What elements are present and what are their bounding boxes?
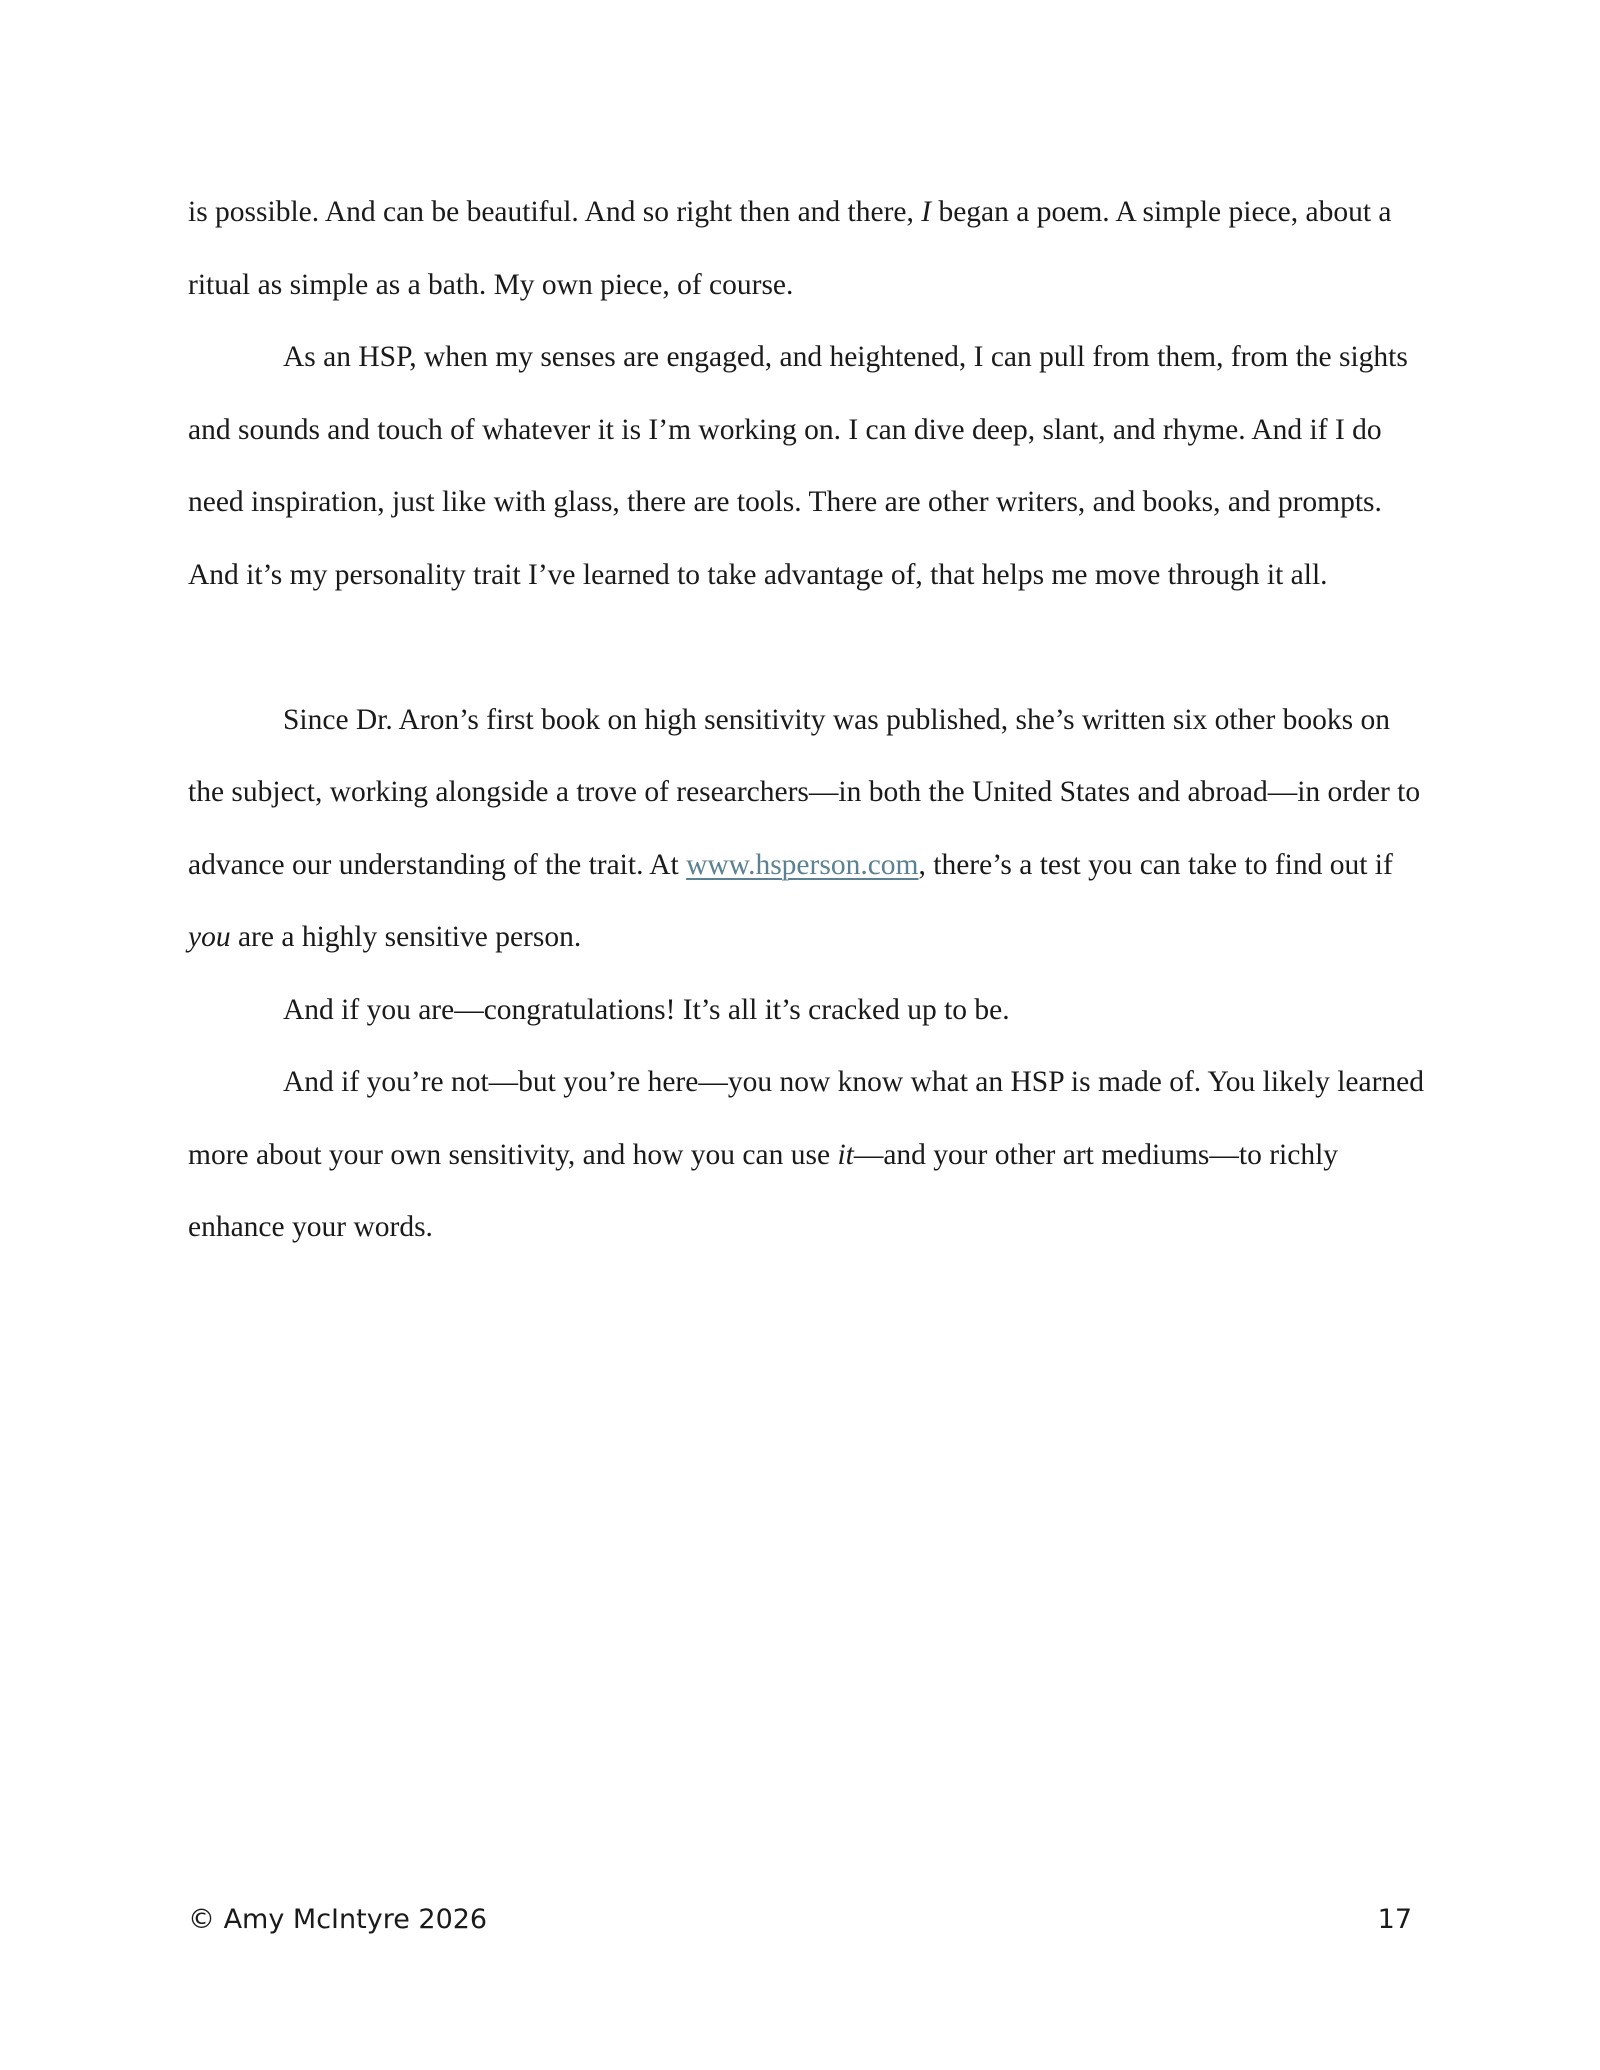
emphasis-you: you (188, 921, 231, 953)
emphasis-it: it (837, 1138, 854, 1171)
footer-copyright: © Amy McIntyre 2026 (188, 1904, 488, 1935)
hsperson-link[interactable]: www.hsperson.com (686, 848, 919, 881)
paragraph-2: As an HSP, when my senses are engaged, and heightened, I can pull from them, from the sights and sounds and touch of whatever it is I’m working on. I can dive deep, slant, and rhyme. And if I do need inspiration, just like with glass, there are tools. There are other writers, and books, and prompts. And it’s my personality trait I’ve learned to take advantage of, that helps me move through it all. (188, 341, 1408, 591)
section-break (188, 611, 1428, 684)
paragraph-4: And if you are—congratulations! It’s all it’s cracked up to be. (283, 993, 1010, 1026)
emphasis-i: I (921, 196, 932, 228)
paragraph-5: And if you’re not—but you’re here—you now know what an HSP is made of. You likely learned more about your own sensitivity, and how you can use it—and your other art mediums—to richly enhance your words. (188, 1066, 1425, 1243)
paragraph-3: Since Dr. Aron’s first book on high sensitivity was published, she’s written six other books on the subject, working alongside a trove of researchers—in both the United States and abroad—in order to advance our understanding of the trait. At www.hsperson.com, there’s a test you can take to find out if you are a highly sensitive person. (188, 703, 1421, 953)
footer-page-number: 17 (1377, 1904, 1412, 1935)
paragraph-1: is possible. And can be beautiful. And so right then and there, I began a poem. A simple piece, about a ritual as simple as a bath. My own piece, of course. (188, 196, 1392, 301)
body-text (188, 176, 1428, 1264)
